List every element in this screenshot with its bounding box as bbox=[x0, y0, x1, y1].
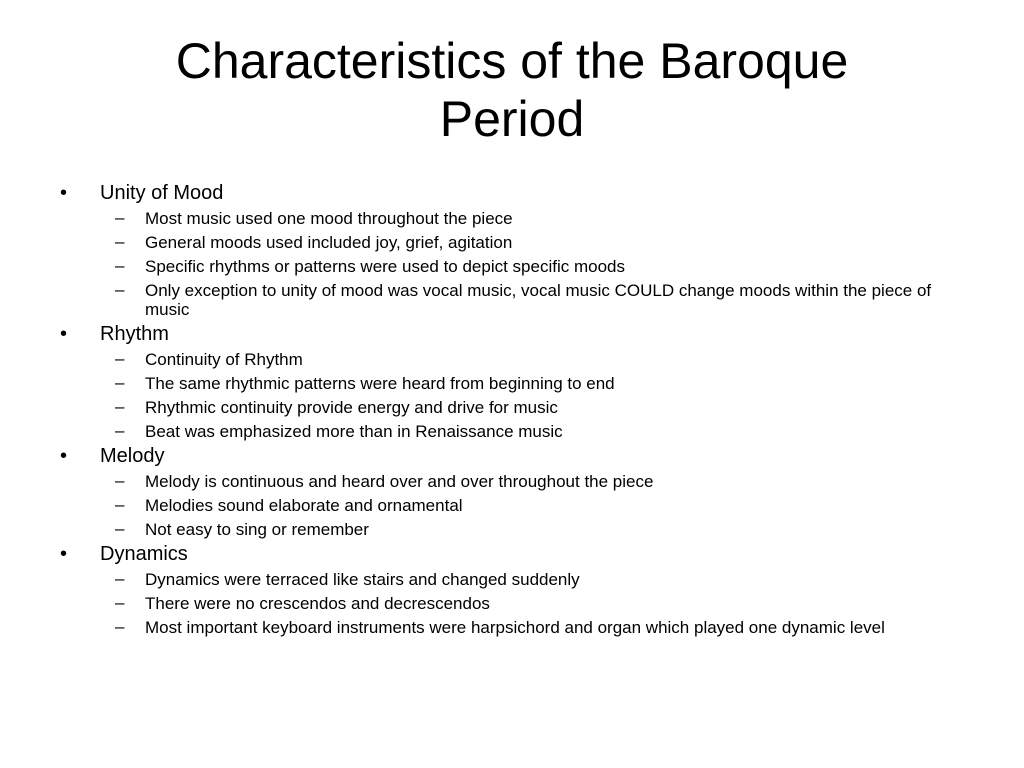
section-rhythm bbox=[0, 321, 1024, 443]
list-item bbox=[0, 254, 1024, 278]
section-heading: Dynamics bbox=[100, 543, 188, 565]
dash-icon: – bbox=[115, 397, 125, 416]
dash-icon: – bbox=[115, 519, 125, 538]
list-item bbox=[0, 591, 1024, 615]
list-item bbox=[0, 347, 1024, 371]
list-item bbox=[0, 419, 1024, 443]
section-unity-of-mood bbox=[0, 180, 1024, 321]
list-item bbox=[0, 395, 1024, 419]
sub-list bbox=[0, 567, 1024, 639]
list-item bbox=[0, 206, 1024, 230]
dash-icon: – bbox=[115, 280, 125, 299]
list-item-text: Rhythmic continuity provide energy and drive for music bbox=[145, 398, 558, 417]
dash-icon: – bbox=[115, 256, 125, 275]
list-item-text: Melodies sound elaborate and ornamental bbox=[145, 496, 463, 515]
dash-icon: – bbox=[115, 373, 125, 392]
list-item-text: Most important keyboard instruments were harpsichord and organ which played one dynamic level bbox=[145, 618, 885, 637]
bullet-list bbox=[0, 180, 1024, 639]
list-item bbox=[0, 371, 1024, 395]
dash-icon: – bbox=[115, 569, 125, 588]
list-item-text: Continuity of Rhythm bbox=[145, 350, 303, 369]
dash-icon: – bbox=[115, 421, 125, 440]
bullet-icon: • bbox=[60, 543, 68, 565]
sub-list bbox=[0, 469, 1024, 541]
list-item bbox=[0, 493, 1024, 517]
bullet-icon: • bbox=[60, 323, 68, 345]
dash-icon: – bbox=[115, 471, 125, 490]
list-item-text: Dynamics were terraced like stairs and changed suddenly bbox=[145, 570, 580, 589]
dash-icon: – bbox=[115, 617, 125, 636]
slide-title-line-2: Period bbox=[439, 91, 585, 147]
slide-title bbox=[60, 32, 964, 148]
section-heading: Unity of Mood bbox=[100, 182, 224, 204]
section-heading: Melody bbox=[100, 445, 165, 467]
list-item bbox=[0, 278, 1024, 321]
dash-icon: – bbox=[115, 349, 125, 368]
slide-title-line-1: Characteristics of the Baroque bbox=[175, 33, 849, 89]
bullet-icon: • bbox=[60, 182, 68, 204]
list-item-text: Not easy to sing or remember bbox=[145, 520, 369, 539]
dash-icon: – bbox=[115, 208, 125, 227]
list-item-text: Most music used one mood throughout the piece bbox=[145, 209, 513, 228]
list-item-text: Beat was emphasized more than in Renaissance music bbox=[145, 422, 563, 441]
section-heading: Rhythm bbox=[100, 323, 169, 345]
dash-icon: – bbox=[115, 593, 125, 612]
list-item-text: Melody is continuous and heard over and over throughout the piece bbox=[145, 472, 654, 491]
sub-list bbox=[0, 206, 1024, 321]
list-item bbox=[0, 469, 1024, 493]
list-item bbox=[0, 517, 1024, 541]
section-dynamics bbox=[0, 541, 1024, 639]
dash-icon: – bbox=[115, 232, 125, 251]
section-melody bbox=[0, 443, 1024, 541]
bullet-icon: • bbox=[60, 445, 68, 467]
list-item-text: General moods used included joy, grief, agitation bbox=[145, 233, 513, 252]
slide-body bbox=[0, 180, 1024, 639]
list-item-text: The same rhythmic patterns were heard from beginning to end bbox=[145, 374, 615, 393]
dash-icon: – bbox=[115, 495, 125, 514]
list-item bbox=[0, 615, 1024, 639]
list-item-text: There were no crescendos and decrescendos bbox=[145, 594, 490, 613]
list-item bbox=[0, 567, 1024, 591]
list-item bbox=[0, 230, 1024, 254]
list-item-text: Specific rhythms or patterns were used to depict specific moods bbox=[145, 257, 625, 276]
sub-list bbox=[0, 347, 1024, 443]
list-item-text: Only exception to unity of mood was vocal music, vocal music COULD change moods within the piece of music bbox=[145, 281, 932, 319]
